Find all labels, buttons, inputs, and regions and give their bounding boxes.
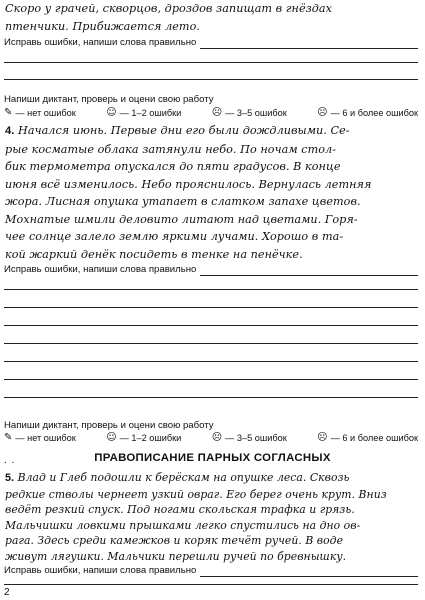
exercise-5-line: 5. Влад и Глеб подошли к берёскам на опушке леса. Сквозь bbox=[5, 471, 350, 484]
hand-icon: ✎ bbox=[4, 432, 13, 443]
answer-line[interactable] bbox=[4, 307, 418, 308]
exercise-4-line: Мохнатые шмили деловито литают над цветами. Горя- bbox=[5, 212, 358, 226]
exercise-4-text bbox=[5, 122, 417, 263]
neutral-face-icon: ☹ bbox=[211, 432, 223, 443]
answer-line[interactable] bbox=[4, 62, 418, 63]
exercise-4-line: рые косматые облака затянули небо. По ночам стол- bbox=[5, 142, 337, 156]
answer-line[interactable] bbox=[4, 289, 418, 290]
smile-icon: ☺ bbox=[106, 432, 117, 443]
exercise-4-line: чее солнце залело землю яркими лучами. Хорошо в та- bbox=[5, 230, 344, 243]
fix-errors-row-3[interactable] bbox=[4, 563, 418, 577]
neutral-face-icon: ☹ bbox=[211, 107, 223, 118]
answer-line[interactable] bbox=[4, 584, 418, 585]
smile-icon: ☺ bbox=[106, 107, 117, 118]
fix-errors-label: Исправь ошибки, напиши слова правильно bbox=[4, 565, 197, 576]
scale-item: ☺ — 1–2 ошибки bbox=[106, 107, 182, 118]
exercise-3-text bbox=[5, 0, 417, 35]
fix-errors-label: Исправь ошибки, напиши слова правильно bbox=[4, 37, 197, 48]
exercise-4-line: жора. Лисная опушка утапает в слатком запахе цветов. bbox=[5, 195, 361, 208]
exercise-number: 5. bbox=[5, 472, 15, 484]
exercise-5-line: рага. Здесь среди камежков и коряк течёт ручей. В воде bbox=[5, 534, 344, 548]
exercise-4-line: июня всё изменилось. Небо прояснилось. Вернулась летняя bbox=[5, 177, 372, 191]
dots: . . bbox=[4, 455, 16, 466]
fix-errors-row-2[interactable] bbox=[4, 262, 418, 276]
answer-line[interactable] bbox=[4, 325, 418, 326]
scale-item: ☺ — 1–2 ошибки bbox=[106, 432, 182, 443]
grading-scale-2 bbox=[4, 432, 418, 443]
scale-item: ☹ — 3–5 ошибок bbox=[211, 432, 287, 443]
exercise-4-line: 4. Начался июнь. Первые дни его были дождливыми. Се- bbox=[5, 124, 350, 137]
dictation-label: Напиши диктант, проверь и оцени свою работу bbox=[4, 420, 214, 431]
scale-item: ☹ — 3–5 ошибок bbox=[211, 107, 287, 118]
exercise-5-line: Мальчишки ловкими прышками легко спустились на дно ов- bbox=[5, 518, 361, 532]
sad-face-icon: ☹ bbox=[317, 107, 328, 118]
answer-line[interactable] bbox=[4, 397, 418, 398]
answer-line[interactable] bbox=[200, 565, 418, 577]
scale-item: ☹ — 6 и более ошибок bbox=[317, 107, 419, 118]
answer-line[interactable] bbox=[4, 79, 418, 80]
hand-icon: ✎ bbox=[4, 107, 13, 118]
exercise-4-line: кой жаркий денёк посидеть в тенке на пенёчке. bbox=[5, 247, 303, 261]
exercise-number: 4. bbox=[5, 125, 15, 137]
scale-item: ✎ — нет ошибок bbox=[4, 107, 76, 118]
answer-line[interactable] bbox=[4, 343, 418, 344]
page-number: 2 bbox=[4, 587, 13, 598]
answer-line[interactable] bbox=[200, 264, 418, 276]
dictation-label: Напиши диктант, проверь и оцени свою работу bbox=[4, 94, 214, 105]
answer-line[interactable] bbox=[4, 379, 418, 380]
answer-line[interactable] bbox=[4, 361, 418, 362]
exercise-4-line: бик термометра опускался до пяти градусов. В конце bbox=[5, 160, 341, 173]
exercise-5-line: живут лягушки. Мальчики перешли ручей по бревнышку. bbox=[5, 549, 347, 563]
exercise-5-text bbox=[5, 470, 417, 565]
answer-line[interactable] bbox=[200, 37, 418, 49]
sad-face-icon: ☹ bbox=[317, 432, 328, 443]
grading-scale-1 bbox=[4, 107, 418, 118]
scale-item: ☹ — 6 и более ошибок bbox=[317, 432, 419, 443]
section-title: ПРАВОПИСАНИЕ ПАРНЫХ СОГЛАСНЫХ bbox=[94, 452, 331, 464]
exercise-3-line: птенчики. Прибижается лето. bbox=[5, 19, 200, 33]
scale-item: ✎ — нет ошибок bbox=[4, 432, 76, 443]
fix-errors-label: Исправь ошибки, напиши слова правильно bbox=[4, 264, 197, 275]
exercise-3-line: Скоро у грачей, скворцов, дроздов запищат в гнёздах bbox=[5, 2, 333, 15]
exercise-5-line: редкие стволы чернеет узкий овраг. Его берег очень крут. Вниз bbox=[5, 487, 387, 501]
fix-errors-row-1[interactable] bbox=[4, 35, 418, 49]
exercise-5-line: ведёт резкий спуск. Под ногами скольская трафка и грязь. bbox=[5, 503, 355, 517]
